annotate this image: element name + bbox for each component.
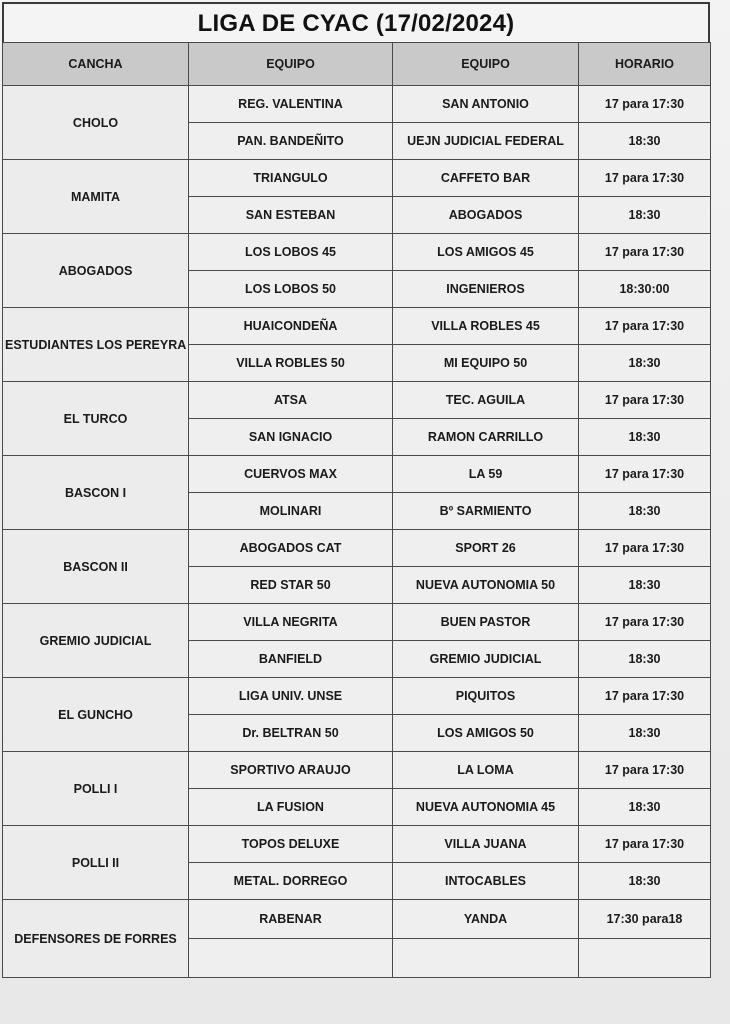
table-row (3, 900, 711, 939)
time-cell: 17 para 17:30 (579, 160, 711, 197)
time-cell: 18:30 (579, 345, 711, 382)
team-2-cell: BUEN PASTOR (393, 604, 579, 641)
schedule-table (2, 42, 711, 978)
team-2-cell: LA 59 (393, 456, 579, 493)
table-row (3, 382, 711, 419)
time-cell: 18:30 (579, 493, 711, 530)
header-equipo-1: EQUIPO (189, 43, 393, 86)
venue-cell: POLLI II (3, 826, 189, 900)
venue-cell: POLLI I (3, 752, 189, 826)
team-2-cell: INGENIEROS (393, 271, 579, 308)
team-2-cell: MI EQUIPO 50 (393, 345, 579, 382)
venue-cell: MAMITA (3, 160, 189, 234)
team-1-cell: SAN IGNACIO (189, 419, 393, 456)
table-row (3, 530, 711, 567)
team-2-cell: NUEVA AUTONOMIA 45 (393, 789, 579, 826)
team-1-cell: BANFIELD (189, 641, 393, 678)
team-2-cell: UEJN JUDICIAL FEDERAL (393, 123, 579, 160)
team-2-cell: LOS AMIGOS 50 (393, 715, 579, 752)
title-box (2, 2, 710, 44)
team-2-cell: INTOCABLES (393, 863, 579, 900)
team-2-cell: CAFFETO BAR (393, 160, 579, 197)
time-cell: 17 para 17:30 (579, 86, 711, 123)
time-cell: 18:30 (579, 715, 711, 752)
team-1-cell: SAN ESTEBAN (189, 197, 393, 234)
header-row (3, 43, 711, 86)
time-cell: 17 para 17:30 (579, 604, 711, 641)
time-cell: 17 para 17:30 (579, 308, 711, 345)
team-2-cell: NUEVA AUTONOMIA 50 (393, 567, 579, 604)
time-cell: 17 para 17:30 (579, 456, 711, 493)
header-horario: HORARIO (579, 43, 711, 86)
team-1-cell: LA FUSION (189, 789, 393, 826)
team-1-cell: SPORTIVO ARAUJO (189, 752, 393, 789)
time-cell: 17 para 17:30 (579, 678, 711, 715)
team-1-cell: CUERVOS MAX (189, 456, 393, 493)
page-title: LIGA DE CYAC (17/02/2024) (197, 10, 515, 37)
venue-cell: BASCON II (3, 530, 189, 604)
venue-cell: GREMIO JUDICIAL (3, 604, 189, 678)
team-2-cell: SPORT 26 (393, 530, 579, 567)
team-1-cell: TOPOS DELUXE (189, 826, 393, 863)
venue-cell: EL GUNCHO (3, 678, 189, 752)
team-2-cell: YANDA (393, 900, 579, 939)
time-cell: 17 para 17:30 (579, 530, 711, 567)
time-cell: 18:30 (579, 863, 711, 900)
team-1-cell: REG. VALENTINA (189, 86, 393, 123)
header-equipo-2: EQUIPO (393, 43, 579, 86)
schedule-body (3, 86, 711, 978)
time-cell: 18:30 (579, 197, 711, 234)
team-1-cell: LOS LOBOS 45 (189, 234, 393, 271)
team-2-cell: SAN ANTONIO (393, 86, 579, 123)
team-1-cell: PAN. BANDEÑITO (189, 123, 393, 160)
team-1-cell: TRIANGULO (189, 160, 393, 197)
team-2-cell: VILLA JUANA (393, 826, 579, 863)
venue-cell: DEFENSORES DE FORRES (3, 900, 189, 978)
team-1-cell: LIGA UNIV. UNSE (189, 678, 393, 715)
team-2-cell: TEC. AGUILA (393, 382, 579, 419)
time-cell: 17 para 17:30 (579, 234, 711, 271)
team-1-cell: MOLINARI (189, 493, 393, 530)
team-1-cell: Dr. BELTRAN 50 (189, 715, 393, 752)
time-cell: 18:30 (579, 567, 711, 604)
time-cell: 18:30 (579, 789, 711, 826)
team-2-cell: GREMIO JUDICIAL (393, 641, 579, 678)
table-row (3, 86, 711, 123)
table-row (3, 678, 711, 715)
time-cell (579, 939, 711, 978)
table-row (3, 234, 711, 271)
team-1-cell: METAL. DORREGO (189, 863, 393, 900)
team-1-cell: RED STAR 50 (189, 567, 393, 604)
time-cell: 18:30 (579, 419, 711, 456)
table-row (3, 752, 711, 789)
table-row (3, 456, 711, 493)
table-row (3, 826, 711, 863)
team-2-cell: Bº SARMIENTO (393, 493, 579, 530)
team-2-cell: PIQUITOS (393, 678, 579, 715)
venue-cell: CHOLO (3, 86, 189, 160)
team-2-cell: LOS AMIGOS 45 (393, 234, 579, 271)
header-cancha: CANCHA (3, 43, 189, 86)
team-1-cell: HUAICONDEÑA (189, 308, 393, 345)
team-1-cell: VILLA NEGRITA (189, 604, 393, 641)
team-2-cell: VILLA ROBLES 45 (393, 308, 579, 345)
team-2-cell: ABOGADOS (393, 197, 579, 234)
venue-cell: BASCON I (3, 456, 189, 530)
time-cell: 18:30:00 (579, 271, 711, 308)
table-row (3, 308, 711, 345)
time-cell: 17 para 17:30 (579, 382, 711, 419)
team-2-cell (393, 939, 579, 978)
team-1-cell: RABENAR (189, 900, 393, 939)
team-1-cell: VILLA ROBLES 50 (189, 345, 393, 382)
team-1-cell: ATSA (189, 382, 393, 419)
time-cell: 17:30 para18 (579, 900, 711, 939)
table-row (3, 604, 711, 641)
venue-cell: ESTUDIANTES LOS PEREYRA (3, 308, 189, 382)
team-1-cell: ABOGADOS CAT (189, 530, 393, 567)
venue-cell: EL TURCO (3, 382, 189, 456)
time-cell: 18:30 (579, 123, 711, 160)
team-1-cell (189, 939, 393, 978)
team-2-cell: LA LOMA (393, 752, 579, 789)
team-2-cell: RAMON CARRILLO (393, 419, 579, 456)
team-1-cell: LOS LOBOS 50 (189, 271, 393, 308)
time-cell: 17 para 17:30 (579, 826, 711, 863)
venue-cell: ABOGADOS (3, 234, 189, 308)
time-cell: 17 para 17:30 (579, 752, 711, 789)
table-row (3, 160, 711, 197)
time-cell: 18:30 (579, 641, 711, 678)
